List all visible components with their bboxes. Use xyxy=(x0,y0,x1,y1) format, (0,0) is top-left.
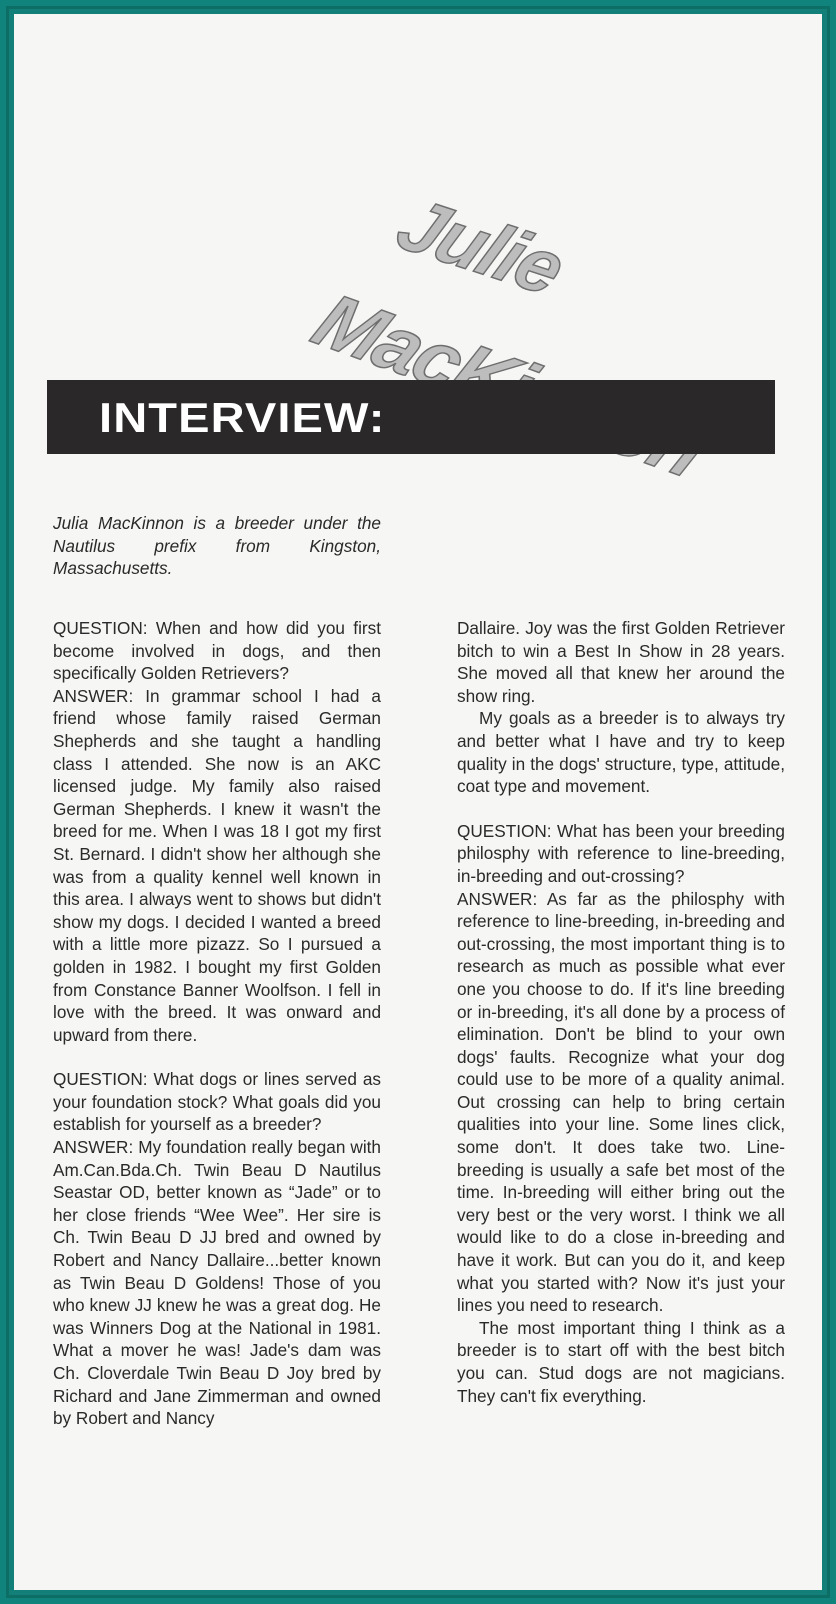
answer-3-closing: The most important thing I think as a breeder is to start off with the best bitch you can. Stud dogs are not magicians. They can't fix everything. xyxy=(457,1317,785,1406)
interview-banner xyxy=(47,380,775,454)
banner-label: INTERVIEW: xyxy=(99,394,386,441)
question-2: QUESTION: What dogs or lines served as your foundation stock? What goals did you establish for yourself as a breeder? xyxy=(53,1069,381,1135)
question-3: QUESTION: What has been your breeding philosphy with reference to line-breeding, in-breeding and out-crossing? xyxy=(457,820,785,886)
right-column xyxy=(457,617,785,1407)
answer-2-goals: My goals as a breeder is to always try and better what I have and try to keep quality in the dogs' structure, type, attitude, coat type and movement. xyxy=(457,708,785,797)
intro-paragraph: Julia MacKinnon is a breeder under the Nautilus prefix from Kingston, Massachusetts. xyxy=(53,513,381,579)
answer-3: ANSWER: As far as the philosphy with reference to line-breeding, in-breeding and out-crossing, the most important thing is to research as much as possible what ever one you choose to do. If it's line breeding or in-breeding, it's all done by a process of elimination. Don't be blind to your own dogs' faults. Recognize what your dog could use to be more of a quality animal. Out crossing can help to bring certain qualities into your line. Some lines click, some don't. It does take two. Line-breeding is usually a safe bet most of the time. In-breeding will either bring out the very best or the very worst. I think we all would like to do a close in-breeding and have it work. But can you do it, and keep what you started with? Now it's just your lines you need to research. xyxy=(457,888,785,1316)
magazine-page xyxy=(14,14,822,1590)
answer-1: ANSWER: In grammar school I had a friend whose family raised German Shepherds and she taught a handling class I attended. She now is an AKC licensed judge. My family also raised German Shepherds. I knew it wasn't the breed for me. When I was 18 I got my first St. Bernard. I didn't show her although she was from a quality kennel well known in this area. I always went to shows but didn't show my dogs. I decided I wanted a breed with a little more pizazz. So I pursued a golden in 1982. I bought my first Golden from Constance Banner Woolfson. I fell in love with the breed. It was onward and upward from there. xyxy=(53,685,381,1045)
left-column xyxy=(53,617,381,1430)
title-first-name: Julie xyxy=(383,182,577,311)
answer-2: ANSWER: My foundation really began with Am.Can.Bda.Ch. Twin Beau D Nautilus Seastar OD, better known as “Jade” or to her close friends “Wee Wee”. Her sire is Ch. Twin Beau D JJ bred and owned by Robert and Nancy Dallaire...better known as Twin Beau D Goldens! Those of you who knew JJ knew he was a great dog. He was Winners Dog at the National in 1981. What a mover he was! Jade's dam was Ch. Cloverdale Twin Beau D Joy bred by Richard and Jane Zimmerman and owned by Robert and Nancy xyxy=(53,1137,381,1429)
answer-2-continued: Dallaire. Joy was the first Golden Retriever bitch to win a Best In Show in 28 years. She moved all that knew her around the show ring. xyxy=(457,618,785,706)
question-1: QUESTION: When and how did you first become involved in dogs, and then specifically Golden Retrievers? xyxy=(53,618,381,684)
